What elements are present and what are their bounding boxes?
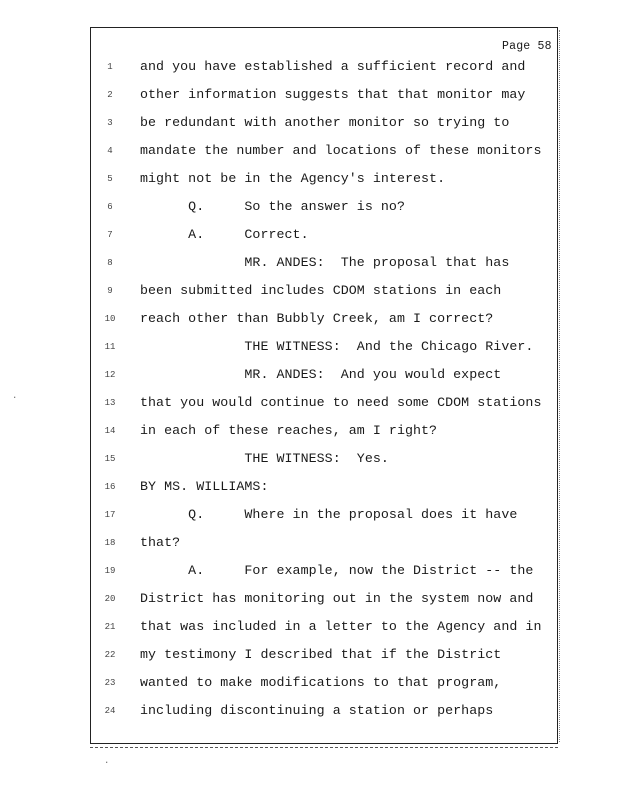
line-number: 9 xyxy=(107,286,113,296)
line-number: 18 xyxy=(104,538,116,548)
line-number: 11 xyxy=(104,342,116,352)
line-text: that? xyxy=(140,535,181,550)
transcript-line xyxy=(0,281,618,309)
transcript-line xyxy=(0,365,618,393)
line-text: been submitted includes CDOM stations in each xyxy=(140,283,502,298)
transcript-line xyxy=(0,337,618,365)
line-text: mandate the number and locations of these monitors xyxy=(140,143,542,158)
line-text: including discontinuing a station or perhaps xyxy=(140,703,494,718)
line-number: 21 xyxy=(104,622,116,632)
line-number: 15 xyxy=(104,454,116,464)
line-text: A. For example, now the District -- the xyxy=(140,563,534,578)
line-number: 8 xyxy=(107,258,113,268)
transcript-line xyxy=(0,85,618,113)
transcript-lines xyxy=(0,57,618,729)
line-text: A. Correct. xyxy=(140,227,309,242)
line-number: 2 xyxy=(107,90,113,100)
transcript-line xyxy=(0,589,618,617)
transcript-line xyxy=(0,393,618,421)
line-text: might not be in the Agency's interest. xyxy=(140,171,446,186)
line-text: THE WITNESS: Yes. xyxy=(140,451,389,466)
line-number: 23 xyxy=(104,678,116,688)
transcript-line xyxy=(0,449,618,477)
line-text: MR. ANDES: The proposal that has xyxy=(140,255,510,270)
line-number: 6 xyxy=(107,202,113,212)
line-number: 7 xyxy=(107,230,113,240)
line-number: 16 xyxy=(104,482,116,492)
line-number: 13 xyxy=(104,398,116,408)
line-text: THE WITNESS: And the Chicago River. xyxy=(140,339,534,354)
transcript-line xyxy=(0,505,618,533)
line-number: 10 xyxy=(104,314,116,324)
line-text: that you would continue to need some CDOM stations xyxy=(140,395,542,410)
line-text: Q. Where in the proposal does it have xyxy=(140,507,518,522)
line-text: BY MS. WILLIAMS: xyxy=(140,479,269,494)
page-number: Page 58 xyxy=(502,40,552,53)
scan-speck: · xyxy=(104,758,110,768)
line-text: reach other than Bubbly Creek, am I correct? xyxy=(140,311,494,326)
transcript-line xyxy=(0,673,618,701)
transcript-line xyxy=(0,617,618,645)
transcript-line xyxy=(0,141,618,169)
transcript-line xyxy=(0,197,618,225)
transcript-line xyxy=(0,477,618,505)
transcript-line xyxy=(0,309,618,337)
transcript-line xyxy=(0,533,618,561)
transcript-line xyxy=(0,113,618,141)
transcript-line xyxy=(0,561,618,589)
line-number: 17 xyxy=(104,510,116,520)
line-number: 1 xyxy=(107,62,113,72)
line-number: 3 xyxy=(107,118,113,128)
transcript-line xyxy=(0,645,618,673)
line-text: Q. So the answer is no? xyxy=(140,199,405,214)
line-number: 22 xyxy=(104,650,116,660)
transcript-line xyxy=(0,421,618,449)
transcript-line xyxy=(0,701,618,729)
line-number: 24 xyxy=(104,706,116,716)
transcript-line xyxy=(0,225,618,253)
line-text: MR. ANDES: And you would expect xyxy=(140,367,502,382)
scan-speck: · xyxy=(12,393,18,403)
line-text: my testimony I described that if the District xyxy=(140,647,502,662)
line-number: 14 xyxy=(104,426,116,436)
line-text: other information suggests that that monitor may xyxy=(140,87,526,102)
line-text: in each of these reaches, am I right? xyxy=(140,423,438,438)
line-number: 5 xyxy=(107,174,113,184)
transcript-line xyxy=(0,57,618,85)
line-text: wanted to make modifications to that program, xyxy=(140,675,502,690)
transcript-line xyxy=(0,169,618,197)
line-text: and you have established a sufficient record and xyxy=(140,59,526,74)
line-text: that was included in a letter to the Agency and in xyxy=(140,619,542,634)
line-number: 12 xyxy=(104,370,116,380)
line-number: 19 xyxy=(104,566,116,576)
line-text: District has monitoring out in the system now and xyxy=(140,591,534,606)
line-number: 4 xyxy=(107,146,113,156)
transcript-line xyxy=(0,253,618,281)
line-text: be redundant with another monitor so trying to xyxy=(140,115,510,130)
line-number: 20 xyxy=(104,594,116,604)
